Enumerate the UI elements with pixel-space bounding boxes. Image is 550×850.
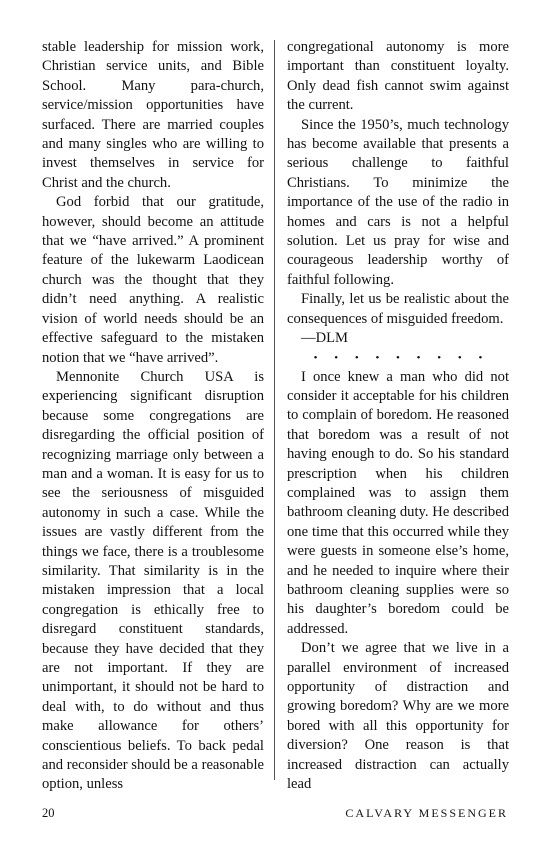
running-head: CALVARY MESSENGER: [345, 806, 508, 820]
signature: —DLM: [301, 330, 349, 347]
paragraph: I once knew a man who did not consider it acceptable for his children to complain of boredom. He reasoned that boredom was a result of not having enough to do. So his standard prescription when his children complained was to assign them bathroom cleaning duty. He described one time that this occurred while they were guests in someone else’s home, and he needed to inquire where their bathroom cleaning supplies were so his daughter’s boredom could be addressed.: [287, 368, 509, 637]
paragraph: Don’t we agree that we live in a parallel environment of increased opportunity of distraction and growing boredom? Why are we more bored with all this opportunity for diversion? One reason is that increased distraction can actually lead: [287, 640, 509, 793]
page-footer: [42, 806, 508, 824]
paragraph: congregational autonomy is more important than constituent loyalty. Only dead fish cannot swim against the current.: [287, 39, 509, 114]
right-column: [287, 38, 509, 794]
page-number: 20: [42, 806, 55, 820]
paragraph: God forbid that our gratitude, however, should become an attitude that we “have arrived.” A prominent feature of the lukewarm Laodicean church was the thought that they didn’t need anything. A realistic vision of world needs should be an effective safeguard to the mistaken notion that we “have arrived”.: [42, 194, 264, 366]
section-divider-dots: • • • • • • • • •: [313, 351, 490, 364]
left-column: [42, 38, 264, 795]
paragraph: stable leadership for mission work, Christian service units, and Bible School. Many para-church, service/mission opportunities have surfaced. There are married couples and many singles who are willing to invest themselves in service for Christ and the church.: [42, 39, 264, 191]
paragraph: Finally, let us be realistic about the consequences of misguided freedom.: [287, 291, 509, 327]
paragraph: Mennonite Church USA is experiencing significant disruption because some congregations are disregarding the official position of recognizing marriage only between a man and a woman. It is easy for us to see the seriousness of misguided autonomy in such a case. While the issues are vastly different from the things we face, there is a troublesome similarity. That similarity is in the mistaken impression that a local congregation is ethically free to disregard constituent standards, because they have decided that they are not important. If they are unimportant, it should not be hard to deal with, to do without and thus make allowance for others’ conscientious beliefs. To back pedal and reconsider should be a reasonable option, unless: [42, 368, 264, 793]
paragraph: Since the 1950’s, much technology has become available that presents a serious challenge to faithful Christians. To minimize the importance of the use of the radio in homes and cars is not a helpful solution. Let us pray for wise and courageous leadership worthy of faithful following.: [287, 116, 509, 288]
column-divider-rule: [274, 40, 275, 780]
